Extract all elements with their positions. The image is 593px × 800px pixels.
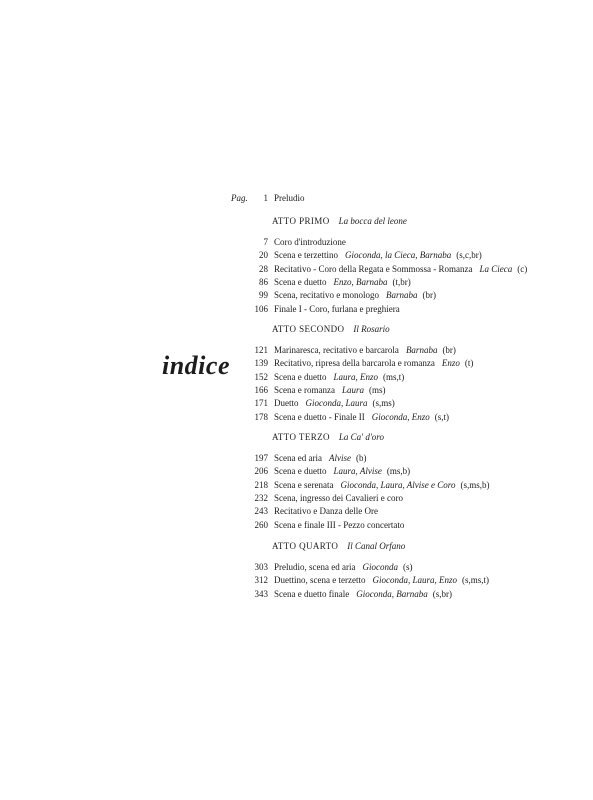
entry-voices: (s,c,br) — [456, 250, 482, 261]
entry-voices: (s,br) — [432, 588, 452, 599]
entry-voices: (s) — [402, 562, 413, 572]
entry-voices: (br) — [422, 290, 436, 301]
act-subtitle: Il Canal Orfano — [347, 541, 406, 551]
entry-title: Scena e duetto — [274, 371, 327, 382]
entry-page: 312 — [254, 575, 268, 586]
entry-title: Scena e duetto finale — [274, 588, 350, 599]
entry-title: Preludio, scena ed aria — [274, 562, 356, 572]
entry-title: Preludio — [274, 193, 305, 203]
entry-page: 171 — [254, 398, 268, 409]
entry-title: Finale I - Coro, furlana e preghiera — [274, 303, 400, 314]
entry-roles: Barnaba — [385, 290, 418, 301]
entry-page: 28 — [259, 263, 268, 274]
act-subtitle: La Ca' d'oro — [338, 432, 384, 442]
entry-page: 206 — [254, 466, 268, 477]
entry-roles: Gioconda, Barnaba — [356, 588, 428, 599]
entry-roles: Gioconda, Laura — [305, 398, 368, 409]
entry-roles: Laura, Enzo — [333, 371, 378, 382]
entry-text — [274, 304, 400, 315]
entry-voices: (b) — [355, 453, 367, 463]
act-heading — [272, 216, 407, 226]
entry-page: 121 — [254, 345, 268, 355]
entry-page: 166 — [254, 384, 268, 395]
entry-text — [274, 250, 482, 261]
entry-title: Scena e romanza — [274, 384, 335, 395]
entry-text — [274, 290, 436, 301]
page-heading: indice — [162, 351, 230, 380]
entry-voices: (s,ms,t) — [461, 575, 489, 586]
entry-text — [274, 385, 385, 396]
entry-text — [274, 562, 412, 573]
entry-title: Scena, recitativo e monologo — [274, 290, 379, 301]
entry-voices: (ms) — [368, 384, 386, 395]
entry-page: 260 — [254, 519, 268, 530]
entry-text — [274, 520, 404, 531]
entry-page: 243 — [254, 506, 268, 517]
act-subtitle: Il Rosario — [353, 324, 390, 334]
entry-title: Scena e duetto - Finale II — [274, 411, 365, 422]
entry-roles: Laura — [341, 384, 364, 395]
entry-title: Scena e serenata — [274, 479, 334, 490]
entry-roles: Gioconda, Laura, Enzo — [372, 575, 457, 586]
entry-text — [274, 264, 527, 275]
entry-voices: (t) — [464, 358, 474, 369]
entry-roles: Gioconda — [362, 562, 398, 572]
act-heading — [272, 541, 405, 551]
entry-voices: (s,ms) — [372, 398, 395, 409]
entry-title: Duetto — [274, 398, 299, 409]
entry-text — [274, 453, 366, 464]
entry-page: 139 — [254, 358, 268, 369]
entry-page: 303 — [254, 562, 268, 572]
entry-text — [274, 398, 395, 409]
entry-title: Marinaresca, recitativo e barcarola — [274, 345, 399, 355]
entry-page: 99 — [259, 290, 268, 301]
entry-page: 86 — [259, 276, 268, 287]
entry-title: Scena ed aria — [274, 453, 322, 463]
entry-text — [274, 493, 403, 504]
entry-title: Scena e duetto — [274, 466, 327, 477]
entry-text — [274, 372, 404, 383]
entry-voices: (ms,b) — [386, 466, 411, 477]
entry-title: Recitativo, ripresa della barcarola e romanza — [274, 358, 435, 369]
entry-text — [274, 589, 452, 600]
entry-text — [274, 237, 346, 248]
entry-title: Duettino, scena e terzetto — [274, 575, 366, 586]
entry-text — [274, 345, 456, 356]
entry-text — [274, 358, 473, 369]
entry-roles: Enzo — [441, 358, 460, 369]
act-heading — [272, 432, 384, 442]
entry-page: 20 — [259, 250, 268, 261]
entry-voices: (br) — [442, 345, 456, 355]
act-title: ATTO PRIMO — [272, 216, 330, 226]
act-title: ATTO TERZO — [272, 432, 330, 442]
entry-roles: Enzo, Barnaba — [333, 276, 388, 287]
entry-page: 232 — [254, 492, 268, 503]
entry-page: 197 — [254, 453, 268, 463]
entry-voices: (t,br) — [392, 276, 411, 287]
entry-title: Scena e finale III - Pezzo concertato — [274, 519, 405, 530]
entry-voices: (ms,t) — [383, 371, 405, 382]
entry-page: 343 — [254, 588, 268, 599]
entry-text — [274, 575, 489, 586]
entry-text — [274, 466, 410, 477]
act-heading — [272, 324, 390, 334]
act-subtitle: La bocca del leone — [338, 216, 407, 226]
entry-voices: (c) — [517, 263, 528, 274]
entry-title: Coro d'introduzione — [274, 237, 346, 247]
act-title: ATTO SECONDO — [272, 324, 345, 334]
entry-page: 1 — [263, 193, 268, 203]
entry-text — [274, 506, 378, 517]
entry-roles: Gioconda, la Cieca, Barnaba — [344, 250, 452, 261]
entry-title: Scena e duetto — [274, 276, 327, 287]
pag-label: Pag. — [231, 193, 248, 203]
entry-roles: Laura, Alvise — [333, 466, 382, 477]
entry-page: 106 — [254, 303, 268, 314]
entry-page: 178 — [254, 411, 268, 422]
entry-text — [274, 277, 411, 288]
entry-voices: (s,ms,b) — [460, 479, 490, 490]
entry-roles: Alvise — [328, 453, 351, 463]
entry-page: 7 — [263, 237, 268, 247]
entry-voices: (s,t) — [434, 411, 449, 422]
entry-roles: Gioconda, Enzo — [371, 411, 430, 422]
entry-roles: Barnaba — [405, 345, 438, 355]
entry-text — [274, 412, 449, 423]
entry-title: Scena, ingresso dei Cavalieri e coro — [274, 492, 403, 503]
act-title: ATTO QUARTO — [272, 541, 339, 551]
entry-text — [274, 480, 489, 491]
entry-roles: Gioconda, Laura, Alvise e Coro — [340, 479, 456, 490]
entry-roles: La Cieca — [479, 263, 513, 274]
entry-title: Recitativo - Coro della Regata e Sommossa - Romanza — [274, 263, 473, 274]
entry-page: 152 — [254, 371, 268, 382]
entry-title: Scena e terzettino — [274, 250, 338, 261]
entry-title: Recitativo e Danza delle Ore — [274, 506, 378, 517]
entry-page: 218 — [254, 479, 268, 490]
